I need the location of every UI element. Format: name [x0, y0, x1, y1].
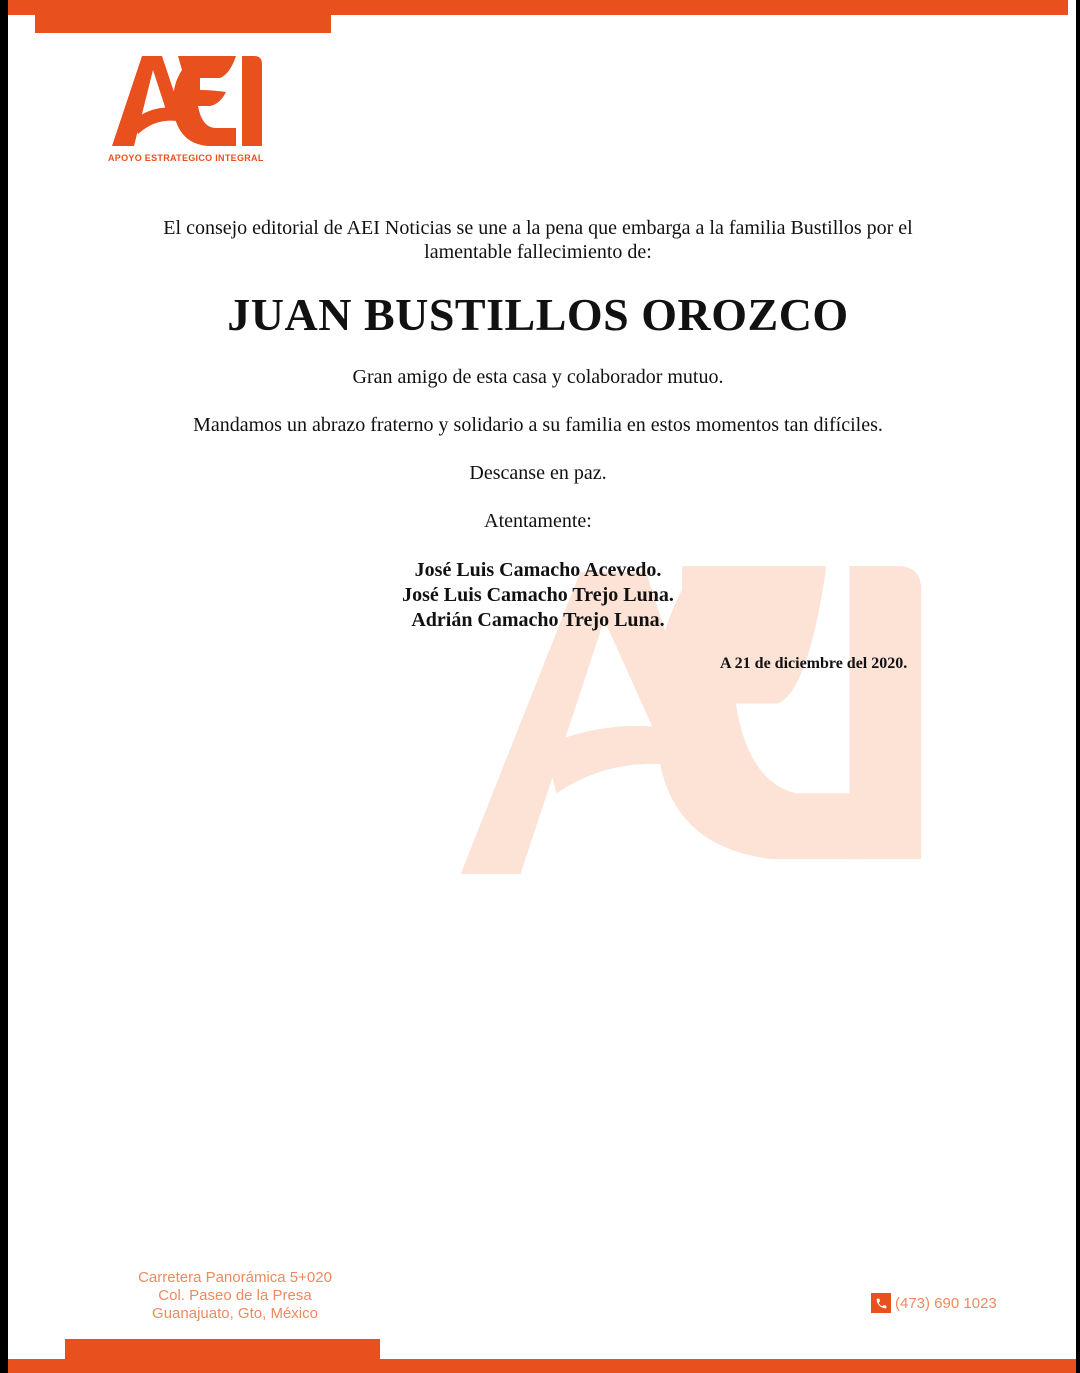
footer-address	[100, 1269, 370, 1323]
intro-paragraph: El consejo editorial de AEI Noticias se une a la pena que embarga a la familia Bustillos por el lamentable fallecimiento de:	[163, 217, 913, 263]
phone-number: (473) 690 1023	[895, 1294, 997, 1312]
signer: José Luis Camacho Trejo Luna.	[402, 584, 674, 606]
aei-logo	[108, 48, 268, 166]
phone-icon	[871, 1293, 891, 1313]
header-accent-bar	[8, 0, 1068, 15]
signers-list	[8, 558, 1068, 633]
closing-line: Atentamente:	[484, 510, 592, 532]
logo-tagline: APOYO ESTRATEGICO INTEGRAL	[108, 153, 264, 163]
address-line: Col. Paseo de la Presa	[158, 1287, 312, 1304]
footer-accent-bar	[8, 1359, 1076, 1373]
letter-date: A 21 de diciembre del 2020.	[720, 655, 908, 672]
footer-phone	[871, 1293, 997, 1313]
footer-accent-tab	[65, 1339, 380, 1359]
signer: Adrián Camacho Trejo Luna.	[411, 609, 665, 631]
condolence-line: Mandamos un abrazo fraterno y solidario a su familia en estos momentos tan difíciles.	[193, 414, 883, 436]
rest-in-peace-line: Descanse en paz.	[469, 462, 607, 484]
letter-page	[8, 0, 1076, 1373]
deceased-name: JUAN BUSTILLOS OROZCO	[227, 289, 849, 340]
friend-line: Gran amigo de esta casa y colaborador mutuo.	[352, 366, 724, 388]
signer: José Luis Camacho Acevedo.	[414, 559, 662, 581]
address-line: Guanajuato, Gto, México	[152, 1305, 318, 1322]
header-accent-tab	[35, 15, 331, 33]
address-line: Carretera Panorámica 5+020	[138, 1269, 332, 1286]
